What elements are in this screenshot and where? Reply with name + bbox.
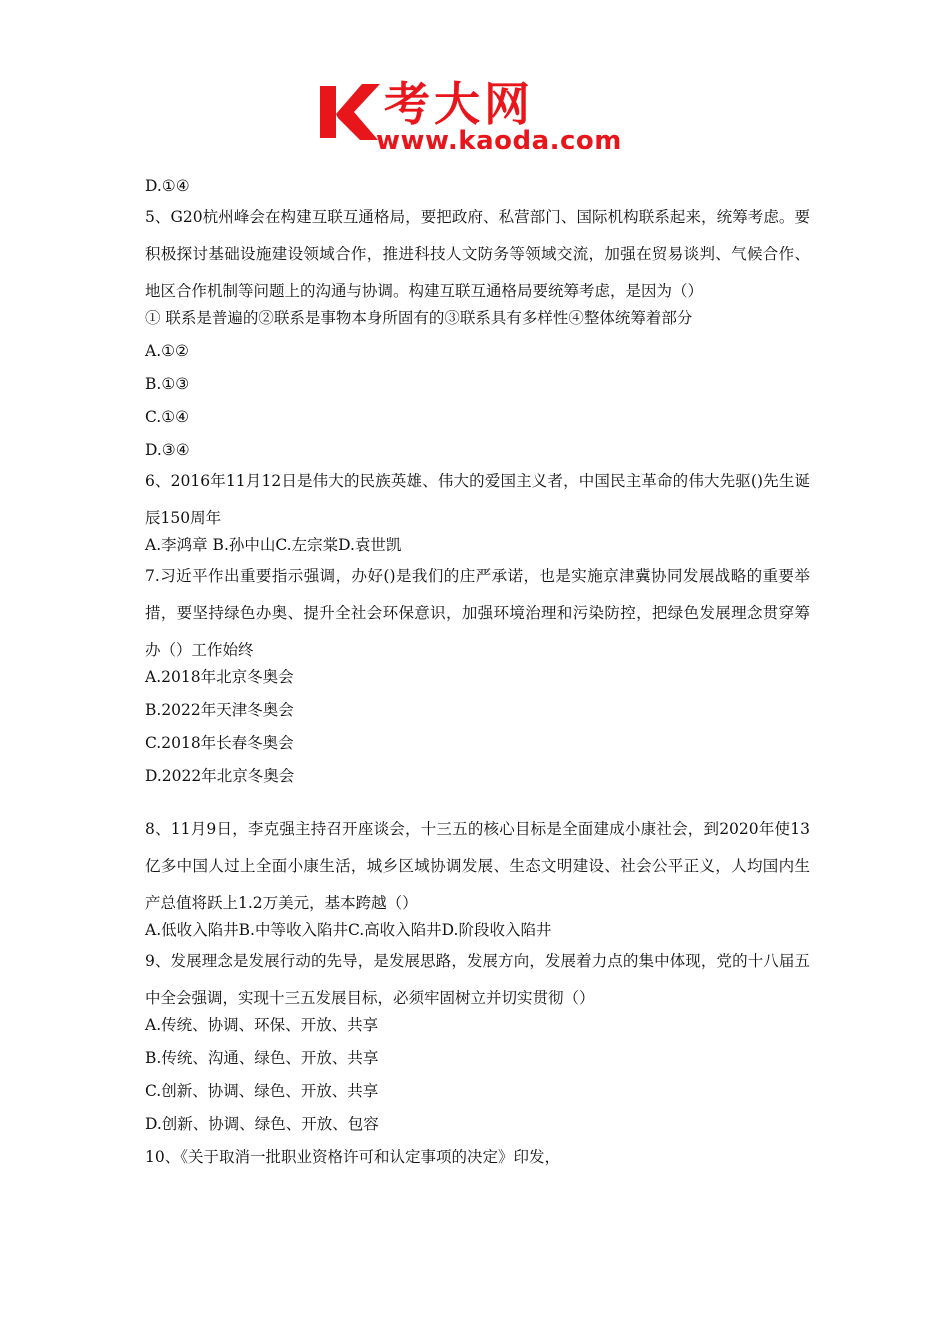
- question-5-option-c: C.①④: [145, 408, 190, 426]
- exam-content: [145, 174, 810, 1178]
- question-5-text: 5、G20杭州峰会在构建互联互通格局，要把政府、私营部门、国际机构联系起来，统筹考虑。要积极探讨基础设施建设领域合作，推进科技人文防务等领域交流，加强在贸易谈判、气候合作、地区合作机制等问题上的沟通与协调。构建互联互通格局要统筹考虑，是因为（）: [145, 208, 810, 300]
- question-6-text: 6、2016年11月12日是伟大的民族英雄、伟大的爱国主义者，中国民主革命的伟大先驱()先生诞辰150周年: [145, 472, 810, 527]
- question-5-option-a: A.①②: [145, 342, 189, 360]
- question-5-items: ① 联系是普遍的②联系是事物本身所固有的③联系具有多样性④整体统筹着部分: [145, 309, 693, 327]
- question-5-option-b: B.①③: [145, 375, 190, 393]
- question-9-option-a: A.传统、协调、环保、开放、共享: [145, 1016, 379, 1034]
- question-7-option-c: C.2018年长春冬奥会: [145, 734, 294, 752]
- option-line: D.①④: [145, 177, 190, 195]
- question-7-option-a: A.2018年北京冬奥会: [145, 668, 294, 686]
- logo-url: www.kaoda.com: [376, 126, 622, 156]
- question-6-options: A.李鸿章 B.孙中山C.左宗棠D.袁世凯: [145, 536, 402, 554]
- question-8-text: 8、11月9日，李克强主持召开座谈会，十三五的核心目标是全面建成小康社会，到2020年使13亿多中国人过上全面小康生活，城乡区域协调发展、生态文明建设、社会公平正义，人均国内生产总值将跃上1.2万美元，基本跨越（）: [145, 820, 810, 912]
- question-7-option-b: B.2022年天津冬奥会: [145, 701, 294, 719]
- k-logo-icon: [318, 80, 382, 144]
- question-9-option-d: D.创新、协调、绿色、开放、包容: [145, 1115, 379, 1133]
- question-5-option-d: D.③④: [145, 441, 190, 459]
- question-7-option-d: D.2022年北京冬奥会: [145, 767, 295, 785]
- logo-name: 考大网: [384, 77, 534, 131]
- question-7-text: 7.习近平作出重要指示强调，办好()是我们的庄严承诺，也是实施京津冀协同发展战略的重要举措，要坚持绿色办奥、提升全社会环保意识，加强环境治理和污染防控，把绿色发展理念贯穿筹办（）工作始终: [145, 567, 810, 659]
- question-9-option-c: C.创新、协调、绿色、开放、共享: [145, 1082, 379, 1100]
- question-9-option-b: B.传统、沟通、绿色、开放、共享: [145, 1049, 379, 1067]
- question-9-text: 9、发展理念是发展行动的先导，是发展思路，发展方向，发展着力点的集中体现，党的十八届五中全会强调，实现十三五发展目标，必须牢固树立并切实贯彻（）: [145, 952, 810, 1007]
- kaoda-logo: [318, 78, 648, 158]
- question-10-text: 10、《关于取消一批职业资格许可和认定事项的决定》印发，: [145, 1148, 560, 1166]
- question-8-options: A.低收入陷井B.中等收入陷井C.高收入陷井D.阶段收入陷井: [145, 921, 552, 939]
